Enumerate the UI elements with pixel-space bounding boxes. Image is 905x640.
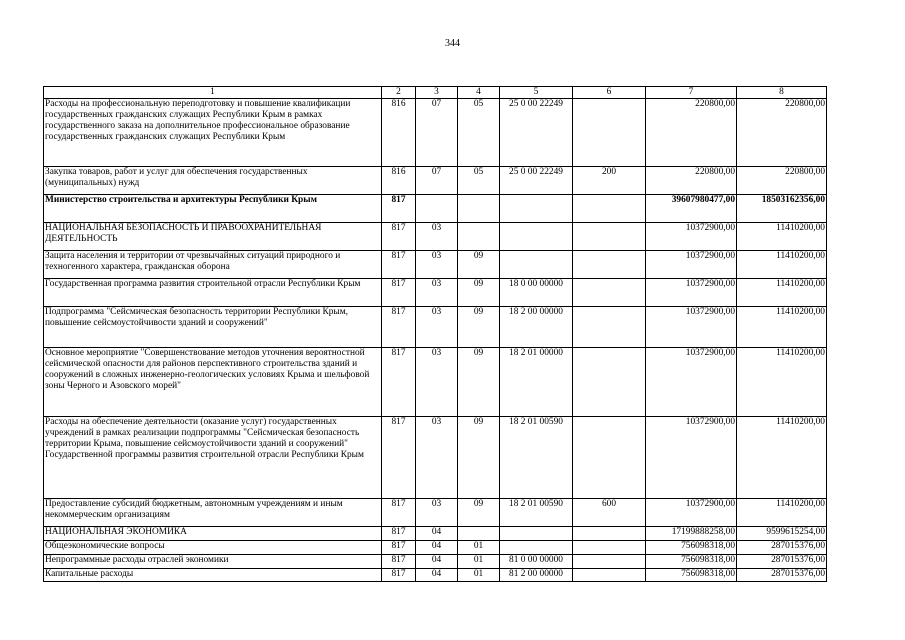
amount-year2-cell: 11410200,00 [737,307,827,348]
row-name-cell: Расходы на обеспечение деятельности (оказание услуг) государственных учреждений в рамках реализации подпрограммы "Сейсмическая безопасность территории Крыма, повышение сейсмоустойчивости зданий и сооружений" Государственной программы развития строительной отрасли Республики Крым [44,417,382,499]
subsection-code-cell: 09 [458,499,500,527]
section-code-cell: 04 [416,569,458,582]
column-header: 7 [646,87,737,99]
amount-year2-cell: 220800,00 [737,167,827,195]
admin-code-cell: 817 [382,251,416,279]
subsection-code-cell: 09 [458,348,500,417]
row-name-cell: Государственная программа развития строительной отрасли Республики Крым [44,279,382,307]
column-header: 3 [416,87,458,99]
target-article-cell: 18 2 01 00590 [500,417,573,499]
admin-code-cell: 817 [382,569,416,582]
amount-year2-cell: 11410200,00 [737,279,827,307]
target-article-cell [500,195,573,223]
column-header: 4 [458,87,500,99]
section-code-cell: 03 [416,417,458,499]
admin-code-cell: 817 [382,555,416,569]
subsection-code-cell: 05 [458,167,500,195]
admin-code-cell: 817 [382,348,416,417]
amount-year1-cell: 10372900,00 [646,307,737,348]
row-name-cell: Закупка товаров, работ и услуг для обеспечения государственных (муниципальных) нужд [44,167,382,195]
admin-code-cell: 817 [382,541,416,555]
column-header: 6 [573,87,646,99]
target-article-cell [500,541,573,555]
table-row [44,279,827,307]
amount-year1-cell: 10372900,00 [646,251,737,279]
amount-year1-cell: 756098318,00 [646,555,737,569]
row-name-cell: НАЦИОНАЛЬНАЯ ЭКОНОМИКА [44,527,382,541]
expense-type-cell [573,417,646,499]
table-row [44,195,827,223]
expense-type-cell [573,555,646,569]
row-name-cell: Предоставление субсидий бюджетным, автономным учреждениям и иным некоммерческим организациям [44,499,382,527]
admin-code-cell: 816 [382,167,416,195]
target-article-cell: 18 2 01 00000 [500,348,573,417]
target-article-cell [500,527,573,541]
admin-code-cell: 817 [382,279,416,307]
subsection-code-cell [458,195,500,223]
amount-year1-cell: 17199888258,00 [646,527,737,541]
row-name-cell: Общеэкономические вопросы [44,541,382,555]
table-row [44,251,827,279]
expense-type-cell [573,527,646,541]
amount-year1-cell: 220800,00 [646,167,737,195]
target-article-cell: 25 0 00 22249 [500,99,573,167]
subsection-code-cell: 01 [458,541,500,555]
amount-year2-cell: 287015376,00 [737,569,827,582]
admin-code-cell: 817 [382,223,416,251]
amount-year1-cell: 10372900,00 [646,279,737,307]
amount-year2-cell: 11410200,00 [737,348,827,417]
expense-type-cell [573,99,646,167]
expense-type-cell [573,348,646,417]
row-name-cell: Основное мероприятие "Совершенствование методов уточнения вероятностной сейсмической опасности для районов перспективного строительства зданий и сооружений в сложных инженерно-геологических условиях Крыма и шельфовой зоны Черного и Азовского морей" [44,348,382,417]
target-article-cell: 81 0 00 00000 [500,555,573,569]
target-article-cell [500,251,573,279]
column-header: 5 [500,87,573,99]
row-name-cell: Расходы на профессиональную переподготовку и повышение квалификации государственных гражданских служащих Республики Крым в рамках государственного заказа на дополнительное профессиональное образование государственных гражданских служащих Республики Крым [44,99,382,167]
table-row [44,541,827,555]
target-article-cell: 18 0 00 00000 [500,279,573,307]
amount-year2-cell: 11410200,00 [737,417,827,499]
expense-type-cell [573,251,646,279]
table-row [44,527,827,541]
row-name-cell: Капитальные расходы [44,569,382,582]
target-article-cell: 18 2 00 00000 [500,307,573,348]
admin-code-cell: 817 [382,499,416,527]
target-article-cell: 25 0 00 22249 [500,167,573,195]
subsection-code-cell: 09 [458,251,500,279]
admin-code-cell: 817 [382,527,416,541]
table-row [44,348,827,417]
amount-year1-cell: 10372900,00 [646,417,737,499]
amount-year2-cell: 9599615254,00 [737,527,827,541]
expense-type-cell [573,307,646,348]
subsection-code-cell: 09 [458,279,500,307]
section-code-cell: 04 [416,541,458,555]
subsection-code-cell: 01 [458,555,500,569]
section-code-cell: 03 [416,279,458,307]
admin-code-cell: 816 [382,99,416,167]
target-article-cell: 18 2 01 00590 [500,499,573,527]
amount-year2-cell: 11410200,00 [737,223,827,251]
table-row [44,499,827,527]
amount-year2-cell: 220800,00 [737,99,827,167]
table-row [44,99,827,167]
column-header: 2 [382,87,416,99]
page-number: 344 [445,38,460,49]
admin-code-cell: 817 [382,417,416,499]
subsection-code-cell [458,527,500,541]
amount-year2-cell: 287015376,00 [737,541,827,555]
target-article-cell: 81 2 00 00000 [500,569,573,582]
row-name-cell: Непрограммные расходы отраслей экономики [44,555,382,569]
admin-code-cell: 817 [382,307,416,348]
section-code-cell: 03 [416,223,458,251]
section-code-cell: 03 [416,251,458,279]
row-name-cell: Министерство строительства и архитектуры Республики Крым [44,195,382,223]
subsection-code-cell: 09 [458,417,500,499]
expense-type-cell [573,569,646,582]
table-row [44,569,827,582]
section-code-cell: 03 [416,499,458,527]
amount-year1-cell: 756098318,00 [646,541,737,555]
column-header: 1 [44,87,382,99]
section-code-cell: 03 [416,307,458,348]
expense-type-cell [573,223,646,251]
amount-year2-cell: 11410200,00 [737,499,827,527]
amount-year1-cell: 220800,00 [646,99,737,167]
row-name-cell: Защита населения и территории от чрезвычайных ситуаций природного и техногенного характера, гражданская оборона [44,251,382,279]
expense-type-cell [573,279,646,307]
amount-year1-cell: 39607980477,00 [646,195,737,223]
admin-code-cell: 817 [382,195,416,223]
subsection-code-cell: 09 [458,307,500,348]
section-code-cell: 03 [416,348,458,417]
amount-year2-cell: 18503162356,00 [737,195,827,223]
amount-year1-cell: 10372900,00 [646,348,737,417]
section-code-cell: 07 [416,99,458,167]
budget-table [43,86,827,582]
expense-type-cell: 200 [573,167,646,195]
table-row [44,417,827,499]
subsection-code-cell [458,223,500,251]
section-code-cell: 04 [416,555,458,569]
amount-year1-cell: 10372900,00 [646,223,737,251]
amount-year2-cell: 287015376,00 [737,555,827,569]
amount-year1-cell: 10372900,00 [646,499,737,527]
amount-year2-cell: 11410200,00 [737,251,827,279]
header-row [44,87,827,99]
row-name-cell: Подпрограмма "Сейсмическая безопасность территории Республики Крым, повышение сейсмоустойчивости зданий и сооружений" [44,307,382,348]
expense-type-cell [573,195,646,223]
target-article-cell [500,223,573,251]
expense-type-cell: 600 [573,499,646,527]
section-code-cell [416,195,458,223]
row-name-cell: НАЦИОНАЛЬНАЯ БЕЗОПАСНОСТЬ И ПРАВООХРАНИТЕЛЬНАЯ ДЕЯТЕЛЬНОСТЬ [44,223,382,251]
subsection-code-cell: 01 [458,569,500,582]
table-row [44,223,827,251]
subsection-code-cell: 05 [458,99,500,167]
table-row [44,555,827,569]
table-row [44,167,827,195]
table-row [44,307,827,348]
expense-type-cell [573,541,646,555]
amount-year1-cell: 756098318,00 [646,569,737,582]
column-header: 8 [737,87,827,99]
section-code-cell: 04 [416,527,458,541]
section-code-cell: 07 [416,167,458,195]
